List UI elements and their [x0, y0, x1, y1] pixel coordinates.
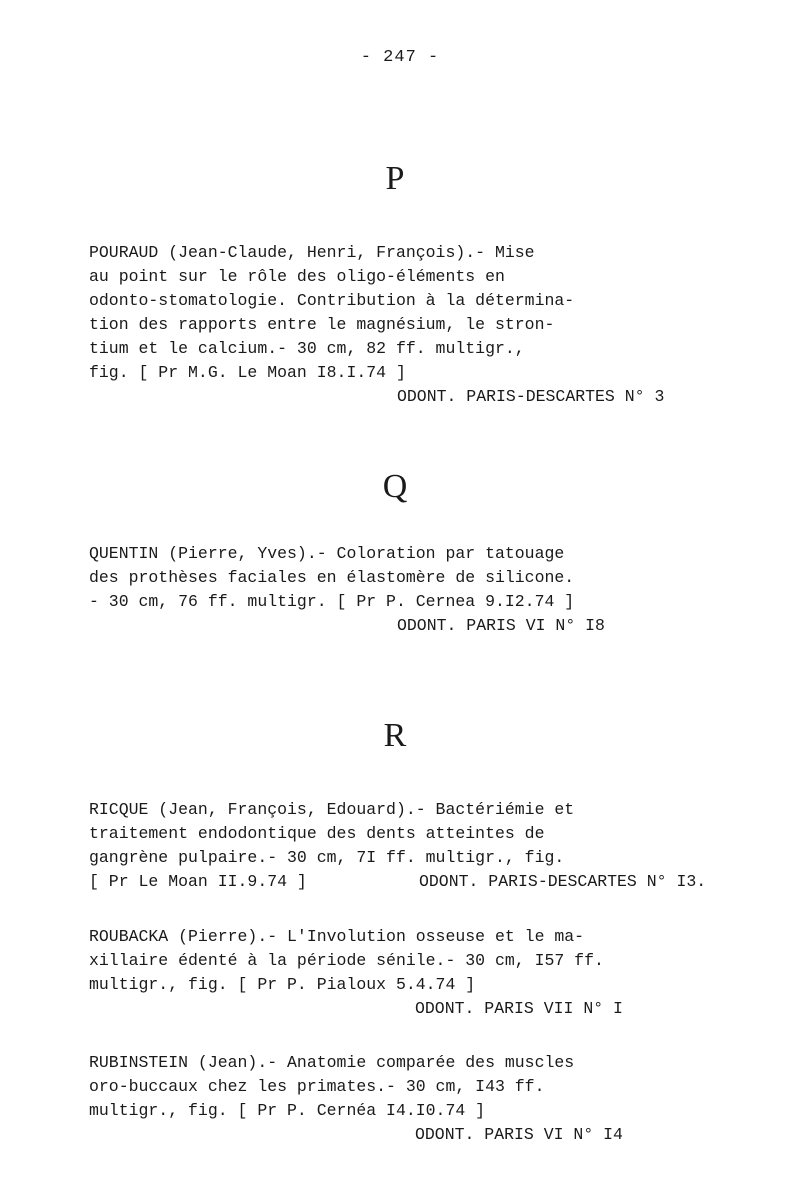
entry-line: ROUBACKA (Pierre).- L'Involution osseuse et le ma-	[89, 927, 585, 946]
entry-line: oro-buccaux chez les primates.- 30 cm, I43 ff.	[89, 1077, 545, 1096]
entry-line: traitement endodontique des dents atteintes de	[89, 824, 545, 843]
entry-line: tium et le calcium.- 30 cm, 82 ff. multigr.,	[89, 339, 525, 358]
entry-line: au point sur le rôle des oligo-éléments en	[89, 267, 505, 286]
entry-location: ODONT. PARIS VII N° I	[415, 999, 623, 1018]
entry-line: multigr., fig. [ Pr P. Cernéa I4.I0.74 ]	[89, 1101, 486, 1120]
entry-line: tion des rapports entre le magnésium, le stron-	[89, 315, 555, 334]
section-letter-p: P	[385, 160, 405, 197]
entry-line: QUENTIN (Pierre, Yves).- Coloration par tatouage	[89, 544, 565, 563]
page-number: - 247 -	[360, 48, 440, 67]
entry-roubacka	[89, 925, 623, 1021]
entry-location: ODONT. PARIS-DESCARTES N° 3	[397, 387, 665, 406]
entry-rubinstein	[89, 1051, 623, 1147]
entry-line: RICQUE (Jean, François, Edouard).- Bactériémie et	[89, 800, 575, 819]
entry-line: RUBINSTEIN (Jean).- Anatomie comparée des muscles	[89, 1053, 575, 1072]
entry-line: des prothèses faciales en élastomère de silicone.	[89, 568, 575, 587]
entry-line: gangrène pulpaire.- 30 cm, 7I ff. multigr., fig.	[89, 848, 565, 867]
entry-ricque	[89, 798, 707, 918]
entry-line: [ Pr Le Moan II.9.74 ]	[89, 872, 307, 891]
entry-pouraud	[89, 241, 665, 409]
section-letter-r: R	[383, 717, 407, 754]
entry-line: multigr., fig. [ Pr P. Pialoux 5.4.74 ]	[89, 975, 476, 994]
section-letter-q: Q	[382, 468, 408, 505]
entry-quentin	[89, 542, 605, 638]
entry-line: odonto-stomatologie. Contribution à la détermina-	[89, 291, 575, 310]
entry-line: POURAUD (Jean-Claude, Henri, François).- Mise	[89, 243, 535, 262]
entry-line: xillaire édenté à la période sénile.- 30 cm, I57 ff.	[89, 951, 604, 970]
entry-location: ODONT. PARIS VI N° I8	[397, 616, 605, 635]
entry-location: ODONT. PARIS-DESCARTES N° I3.	[419, 872, 707, 891]
entry-location: ODONT. PARIS VI N° I4	[415, 1125, 623, 1144]
entry-line: fig. [ Pr M.G. Le Moan I8.I.74 ]	[89, 363, 406, 382]
entry-line: - 30 cm, 76 ff. multigr. [ Pr P. Cernea 9.I2.74 ]	[89, 592, 575, 611]
